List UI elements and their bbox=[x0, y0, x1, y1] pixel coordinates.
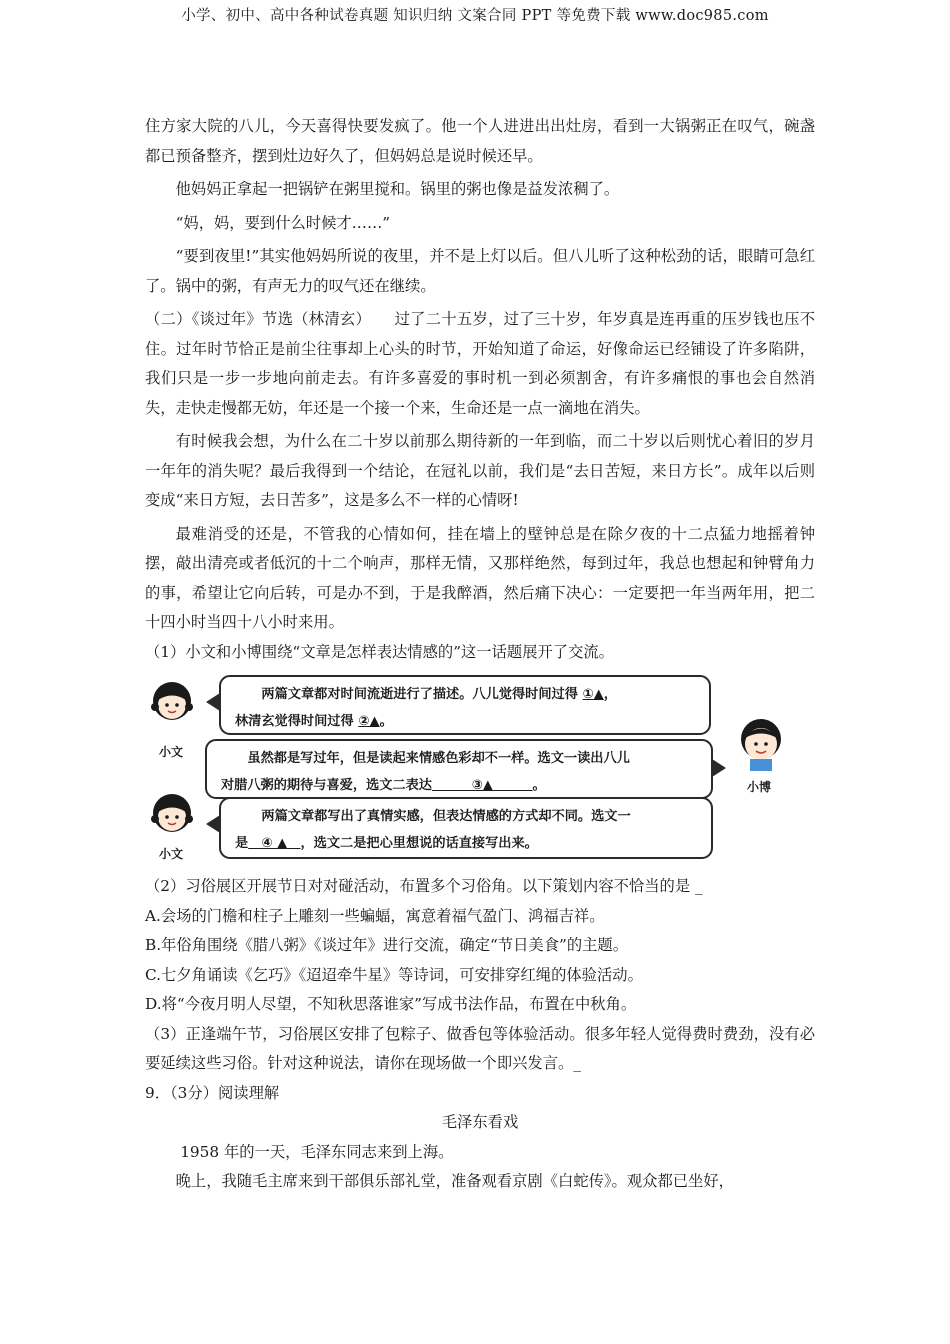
paragraph: 最难消受的还是，不管我的心情如何，挂在墙上的壁钟总是在除夕夜的十二点猛力地摇着钟摆，敲出清亮或者低沉的十二个响声，那样无情，又那样绝然，每到过年，我总也想起和钟臂角力的事，希望让它向后转，可是办不到，于是我醉酒，然后痛下决心：一定要把一年当两年用，把二十四小时当四十八小时来用。 bbox=[145, 524, 815, 631]
dialogue-figure bbox=[145, 671, 815, 866]
speech-bubble-1: 两篇文章都对时间流逝进行了描述。八儿觉得时间过得 ①▲， 林清玄觉得时间过得 ②▲。 bbox=[219, 675, 711, 735]
bubble-text: 是 bbox=[235, 836, 249, 851]
answer-blank-4-marker: ④ ▲ bbox=[261, 836, 288, 851]
paragraph: 住方家大院的八儿，今天喜得快要发疯了。他一个人进进出出灶房，看到一大锅粥正在叹气，碗盏都已预备整齐，摆到灶边好久了，但妈妈总是说时候还早。 bbox=[145, 117, 815, 165]
speech-bubble-2: 虽然都是写过年，但是读起来情感色彩却不一样。选文一读出八儿 对腊八粥的期待与喜爱，选文二表达 ③▲ 。 bbox=[205, 739, 713, 799]
bubble-text: 两篇文章都对时间流逝进行了描述。八儿觉得时间过得 bbox=[261, 687, 578, 702]
answer-blank-2: ②▲ bbox=[358, 714, 380, 729]
speaker-label: 小文 bbox=[159, 847, 184, 861]
bubble-tail bbox=[206, 693, 220, 711]
bubble-text: 林清玄觉得时间过得 bbox=[235, 714, 354, 729]
option-b: B.年俗角围绕《腊八粥》《谈过年》进行交流，确定“节日美食”的主题。 bbox=[145, 936, 629, 954]
answer-blank-1: ①▲ bbox=[582, 687, 604, 702]
article-title: 毛泽东看戏 bbox=[441, 1113, 519, 1131]
page-header: 小学、初中、高中各种试卷真题 知识归纳 文案合同 PPT 等免费下载 www.doc985.com bbox=[181, 8, 769, 24]
paragraph: “妈，妈，要到什么时候才……” bbox=[175, 213, 391, 232]
answer-blank-3-marker: ③▲ bbox=[471, 778, 493, 793]
speaker-label: 小文 bbox=[159, 745, 184, 759]
question-2-stem: （2）习俗展区开展节日对对碰活动，布置多个习俗角。以下策划内容不恰当的是 _ bbox=[145, 877, 703, 895]
question-3: （3）正逢端午节，习俗展区安排了包粽子、做香包等体验活动。很多年轻人觉得费时费劲，没有必要延续这些习俗。针对这种说法，请你在现场做一个即兴发言。_ bbox=[145, 1024, 815, 1072]
bubble-tail bbox=[206, 815, 220, 833]
bubble-text: ，选文二是把心里想说的话直接写出来。 bbox=[300, 836, 538, 851]
question-1-stem: （1）小文和小博围绕“文章是怎样表达情感的”这一话题展开了交流。 bbox=[145, 642, 614, 661]
answer-blank-4 bbox=[248, 836, 300, 851]
paragraph-passage2-intro: （二）《谈过年》节选（林清玄） 过了二十五岁，过了三十岁，年岁真是连再重的压岁钱也压不住。过年时节恰正是前尘往事却上心头的时节，开始知道了命运，好像命运已经铺设了许多陷阱，我们只是一步一步地向前走去。有许多喜爱的事时机一到必须割舍，有许多痛恨的事也会自然消失，走快走慢都无妨，年还是一个接一个来，生命还是一点一滴地在消失。 bbox=[145, 310, 815, 417]
paragraph: 1958 年的一天，毛泽东同志来到上海。 bbox=[180, 1142, 454, 1161]
bubble-text: 对腊八粥的期待与喜爱，选文二表达 bbox=[221, 778, 432, 793]
option-d: D.将“今夜月明人尽望，不知秋思落谁家”写成书法作品，布置在中秋角。 bbox=[145, 995, 637, 1013]
question-9-heading: 9．（3分）阅读理解 bbox=[145, 1083, 280, 1102]
bubble-text: 虽然都是写过年，但是读起来情感色彩却不一样。选文一读出八儿 bbox=[247, 751, 630, 766]
bubble-tail bbox=[712, 759, 726, 777]
option-c: C.七夕角诵读《乞巧》《迢迢牵牛星》等诗词，可安排穿红绳的体验活动。 bbox=[145, 965, 643, 984]
paragraph: 有时候我会想，为什么在二十岁以前那么期待新的一年到临，而二十岁以后则忧心着旧的岁月一年年的消失呢？最后我得到一个结论，在冠礼以前，我们是“去日苦短，来日方长”。成年以后则变成“来日方短，去日苦多”，这是多么不一样的心情呀! bbox=[145, 432, 815, 509]
bubble-text: 两篇文章都写出了真情实感，但表达情感的方式却不同。选文一 bbox=[261, 809, 631, 824]
paragraph: 他妈妈正拿起一把锅铲在粥里搅和。锅里的粥也像是益发浓稠了。 bbox=[175, 180, 620, 198]
paragraph: 晚上，我随毛主席来到干部俱乐部礼堂，准备观看京剧《白蛇传》。观众都已坐好， bbox=[175, 1172, 734, 1190]
document-body bbox=[145, 112, 815, 1197]
answer-blank-3 bbox=[432, 778, 532, 793]
speaker-label: 小博 bbox=[747, 780, 772, 794]
paragraph: “要到夜里!”其实他妈妈所说的夜里，并不是上灯以后。但八儿听了这种松劲的话，眼睛可急红了。锅中的粥，有声无力的叹气还在继续。 bbox=[145, 247, 815, 295]
girl-xiaowen-illustration bbox=[149, 789, 195, 841]
boy-xiaobo-illustration bbox=[736, 713, 786, 771]
girl-xiaowen-illustration bbox=[149, 677, 195, 729]
speech-bubble-3 bbox=[219, 797, 713, 859]
option-a: A.会场的门檐和柱子上雕刻一些蝙蝠，寓意着福气盈门、鸿福吉祥。 bbox=[145, 906, 605, 925]
